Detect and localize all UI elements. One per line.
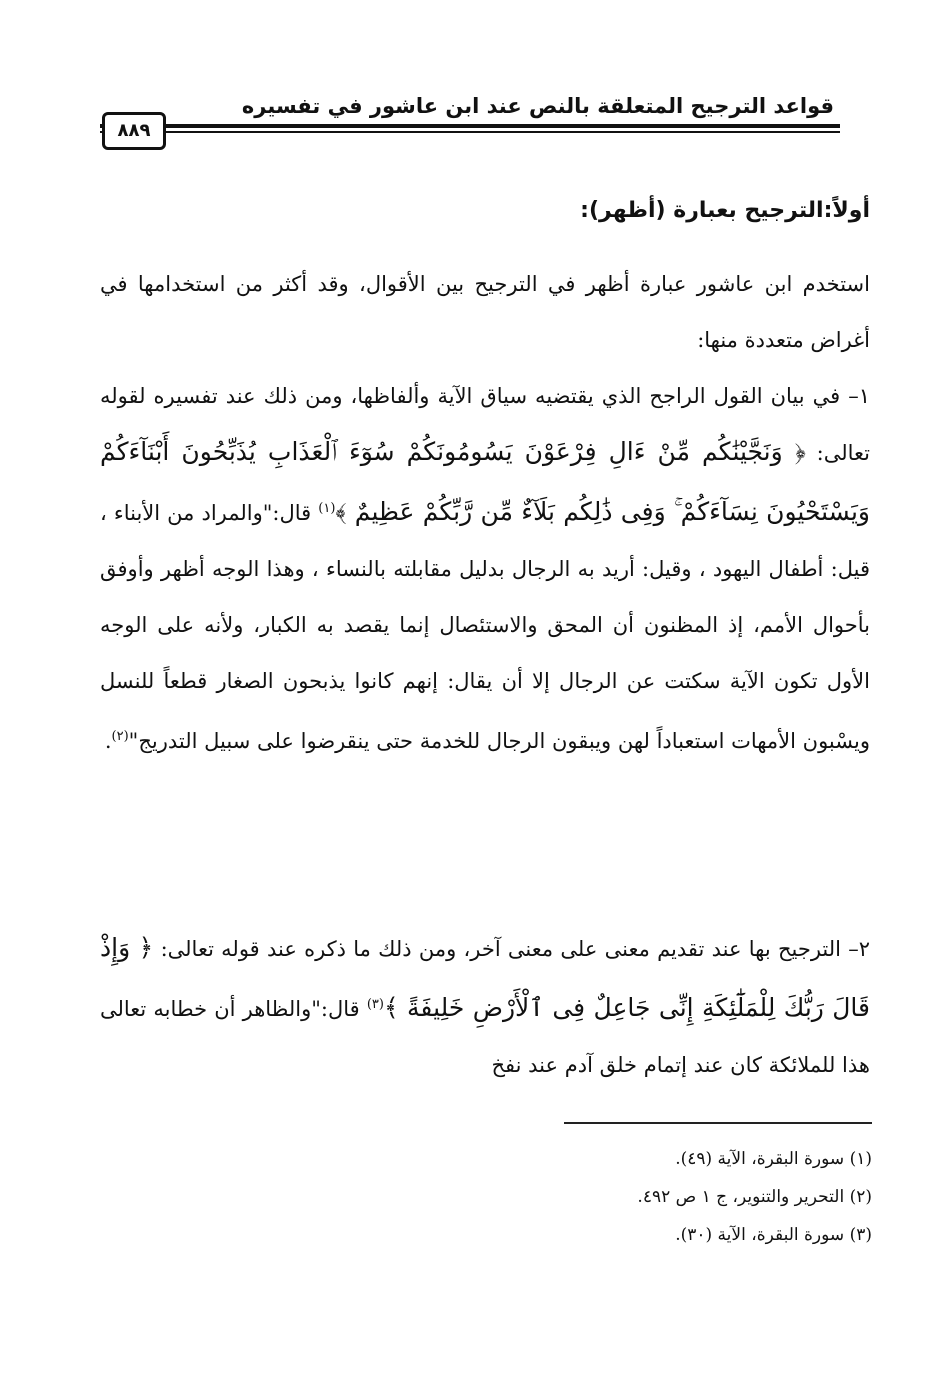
item1-paragraph <box>100 368 870 769</box>
header-rule-thick <box>100 124 840 128</box>
footnote-1: (١) سورة البقرة، الآية (٤٩). <box>675 1149 872 1169</box>
page-number: ٨٨٩ <box>102 112 166 150</box>
item2-lead-text: ٢– الترجيح بها عند تقديم معنى على معنى آخر، ومن ذلك ما ذكره عند قوله تعالى: <box>153 937 871 961</box>
item2-quote-text: قال:"والظاهر أن خطابه تعالى هذا للملائكة كان عند إتمام خلق آدم عند نفخ <box>100 997 870 1077</box>
footnote-ref-3: (٣) <box>366 997 384 1012</box>
intro-text: استخدم ابن عاشور عبارة أظهر في الترجيح بين الأقوال، وقد أكثر من استخدامها في أغراض متعددة منها: <box>100 272 870 352</box>
item1-lead-text: ١– في بيان القول الراجح الذي يقتضيه سياق الآية وألفاظها، ومن ذلك عند تفسيره لقوله تعالى: <box>100 384 870 465</box>
item2-paragraph <box>100 920 870 1093</box>
footnotes <box>372 1140 872 1254</box>
section-heading: أولاً:الترجيح بعبارة (أظهر): <box>580 198 870 223</box>
quran-verse-1: ﴿ وَنَجَّيْنَٰكُم مِّنْ ءَالِ فِرْعَوْنَ يَسُومُونَكُمْ سُوٓءَ ٱلْعَذَابِ يُذَبِّحُونَ أَبْنَآءَكُمْ وَيَسْتَحْيُونَ نِسَآءَكُمْ ۚ وَفِى ذَٰلِكُم بَلَآءٌ مِّن رَّبِّكُمْ عَظِيمٌ ﴾ <box>100 437 870 526</box>
footnote-separator <box>564 1122 872 1124</box>
header-rule-thin <box>100 131 840 133</box>
footnote-3: (٣) سورة البقرة، الآية (٣٠). <box>675 1225 872 1245</box>
footnote-ref-2: (٢) <box>111 729 129 744</box>
footnote-2: (٢) التحرير والتنوير، ج ١ ص ٤٩٢. <box>637 1187 872 1207</box>
quran-verse-2: ﴿ وَإِذْ قَالَ رَبُّكَ لِلْمَلَٰٓئِكَةِ إِنِّى جَاعِلٌ فِى ٱلْأَرْضِ خَلِيفَةً ﴾ <box>100 933 870 1022</box>
footnote-ref-1: (١) <box>318 501 336 516</box>
item1-quote-text: قال:"والمراد من الأبناء ، قيل: أطفال اليهود ، وقيل: أريد به الرجال بدليل مقابلته بالنساء ، وهذا الوجه أظهر وأوفق بأحوال الأمم، إذ المظنون أن المحق والاستئصال إنما يقصد به الكبار، ولأنه على الوجه الأول تكون الآية سكتت عن الرجال إلا أن يقال: إنهم كانوا يذبحون الصغار قطعاً للنسل ويسْبون الأمهات استعباداً لهن ويبقون الرجال للخدمة حتى ينقرضوا على سبيل التدريج" <box>100 501 870 753</box>
intro-paragraph <box>100 256 870 368</box>
item1-end-mark: . <box>104 729 112 753</box>
running-header-title: قواعد الترجيح المتعلقة بالنص عند ابن عاشور في تفسيره <box>241 94 834 118</box>
